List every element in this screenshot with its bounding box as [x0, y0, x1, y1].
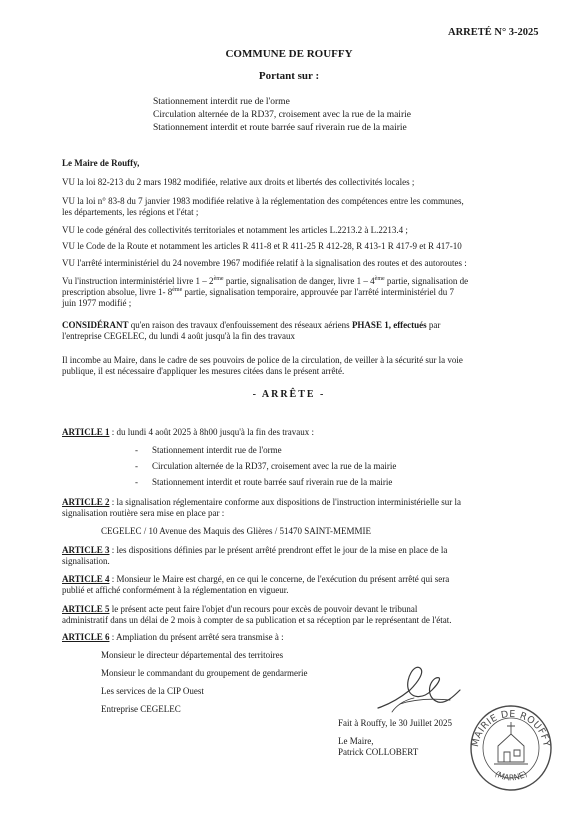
article-2 — [62, 497, 461, 508]
vu-clause: VU le Code de la Route et notamment les articles R 411-8 et R 411-25 R 412-28, R 413-1 R 417-9 et R 417-10 — [62, 241, 462, 251]
list-item: Stationnement interdit et route barrée sauf riverain rue de la mairie — [152, 477, 393, 487]
list-item: Stationnement interdit rue de l'orme — [152, 445, 282, 455]
text-run: partie, signalisation de danger, livre 1 – 4 — [223, 276, 375, 286]
recipient-item: Monsieur le directeur départemental des territoires — [101, 650, 284, 660]
article-label: ARTICLE 1 — [62, 427, 110, 437]
portant-sur-heading: Portant sur : — [258, 70, 320, 82]
article-label: ARTICLE 2 — [62, 497, 110, 507]
article-text: : du lundi 4 août 2025 à 8h00 jusqu'à la fin des travaux : — [109, 427, 315, 437]
company-address: CEGELEC / 10 Avenue des Maquis des Glières / 51470 SAINT-MEMMIE — [101, 526, 371, 536]
incombe-clause: Il incombe au Maire, dans le cadre de ses pouvoirs de police de la circulation, de veiller à la sécurité sur la voie — [62, 355, 463, 365]
article-text: : Ampliation du présent arrêté sera transmise à : — [109, 632, 284, 642]
article-4 — [62, 574, 449, 585]
article-label: ARTICLE 4 — [62, 574, 110, 584]
superscript: ème — [213, 276, 224, 282]
mairie-stamp — [466, 700, 556, 794]
phase-label: PHASE 1, effectués — [351, 320, 427, 330]
svg-text:MAIRIE DE ROUFFY: MAIRIE DE ROUFFY — [470, 708, 552, 748]
bullet-dash: - — [135, 461, 138, 471]
incombe-clause-cont: publique, il est nécessaire d'appliquer les mesures citées dans le présent arrêté. — [62, 366, 345, 376]
signatory-name: Patrick COLLOBERT — [338, 747, 419, 757]
article-3 — [62, 545, 447, 556]
text-run: partie, signalisation temporaire, approuvée par l'arrêté interministériel du 7 — [182, 287, 455, 297]
vu-clause-cont: juin 1977 modifié ; — [62, 298, 132, 308]
vu-clause-cont — [62, 287, 454, 298]
text-run: partie, signalisation de — [384, 276, 469, 286]
considerant-clause — [62, 320, 440, 331]
article-text-cont: signalisation routière sera mise en place par : — [62, 508, 225, 518]
article-text: : la signalisation réglementaire conforme aux dispositions de l'instruction interministérielle sur la — [109, 497, 461, 507]
vu-clause: VU le code général des collectivités territoriales et notamment les articles L.2213.2 à L.2213.4 ; — [62, 225, 408, 235]
svg-text:(MARNE): (MARNE) — [493, 769, 529, 783]
vu-clause: VU la loi n° 83-8 du 7 janvier 1983 modifiée relative à la réglementation des compétences entre les communes, — [62, 196, 464, 206]
arrete-heading: - ARRÊTE - — [252, 389, 326, 400]
text-run: Vu l'instruction interministériel livre 1 – 2 — [62, 276, 214, 286]
subject-line: Stationnement interdit rue de l'orme — [153, 97, 290, 107]
recipient-item: Monsieur le commandant du groupement de gendarmerie — [101, 668, 308, 678]
text-run: par — [426, 320, 441, 330]
article-label: ARTICLE 6 — [62, 632, 110, 642]
list-item: Circulation alternée de la RD37, croisement avec la rue de la mairie — [152, 461, 397, 471]
text-run: qu'en raison des travaux d'enfouissement des réseaux aériens — [128, 320, 352, 330]
vu-clause — [62, 276, 468, 287]
article-5 — [62, 604, 417, 615]
bullet-dash: - — [135, 445, 138, 455]
bullet-dash: - — [135, 477, 138, 487]
recipient-item: Les services de la CIP Ouest — [101, 686, 204, 696]
considerant-clause-cont: l'entreprise CEGELEC, du lundi 4 août jusqu'à la fin des travaux — [62, 331, 295, 341]
handwritten-signature — [370, 660, 465, 720]
vu-clause: VU l'arrêté interministériel du 24 novembre 1967 modifiée relatif à la signalisation des routes et des autoroutes : — [62, 258, 467, 268]
subject-line: Stationnement interdit et route barrée sauf riverain rue de la mairie — [153, 123, 407, 133]
decree-reference: ARRETÉ N° 3-2025 — [448, 27, 539, 38]
subject-line: Circulation alternée de la RD37, croisement avec la rue de la mairie — [153, 110, 411, 120]
commune-title: COMMUNE DE ROUFFY — [225, 48, 353, 60]
superscript: ème — [172, 287, 183, 293]
article-text-cont: administratif dans un délai de 2 mois à compter de sa publication et sa réception par le représentant de l'état. — [62, 615, 452, 625]
article-text-cont: publié et affiché conformément à la réglementation en vigueur. — [62, 585, 289, 595]
place-date: Fait à Rouffy, le 30 Juillet 2025 — [338, 718, 452, 728]
text-run: prescription absolue, livre 1- 8 — [62, 287, 173, 297]
signatory-title: Le Maire, — [338, 736, 374, 746]
considerant-label: CONSIDÉRANT — [62, 320, 129, 330]
article-text: le présent acte peut faire l'objet d'un recours pour excès de pouvoir devant le tribunal — [109, 604, 418, 614]
article-label: ARTICLE 3 — [62, 545, 110, 555]
author-line: Le Maire de Rouffy, — [62, 158, 140, 168]
vu-clause: VU la loi 82-213 du 2 mars 1982 modifiée, relative aux droits et libertés des collectivités locales ; — [62, 177, 415, 187]
article-6 — [62, 632, 284, 643]
article-label: ARTICLE 5 — [62, 604, 110, 614]
article-text: : Monsieur le Maire est chargé, en ce qui le concerne, de l'exécution du présent arrêté qui sera — [109, 574, 450, 584]
article-text-cont: signalisation. — [62, 556, 110, 566]
article-text: : les dispositions définies par le présent arrêté prendront effet le jour de la mise en place de la — [109, 545, 448, 555]
article-1 — [62, 427, 314, 438]
recipient-item: Entreprise CEGELEC — [101, 704, 181, 714]
vu-clause-cont: les départements, les régions et l'état ; — [62, 207, 199, 217]
superscript: ème — [374, 276, 385, 282]
